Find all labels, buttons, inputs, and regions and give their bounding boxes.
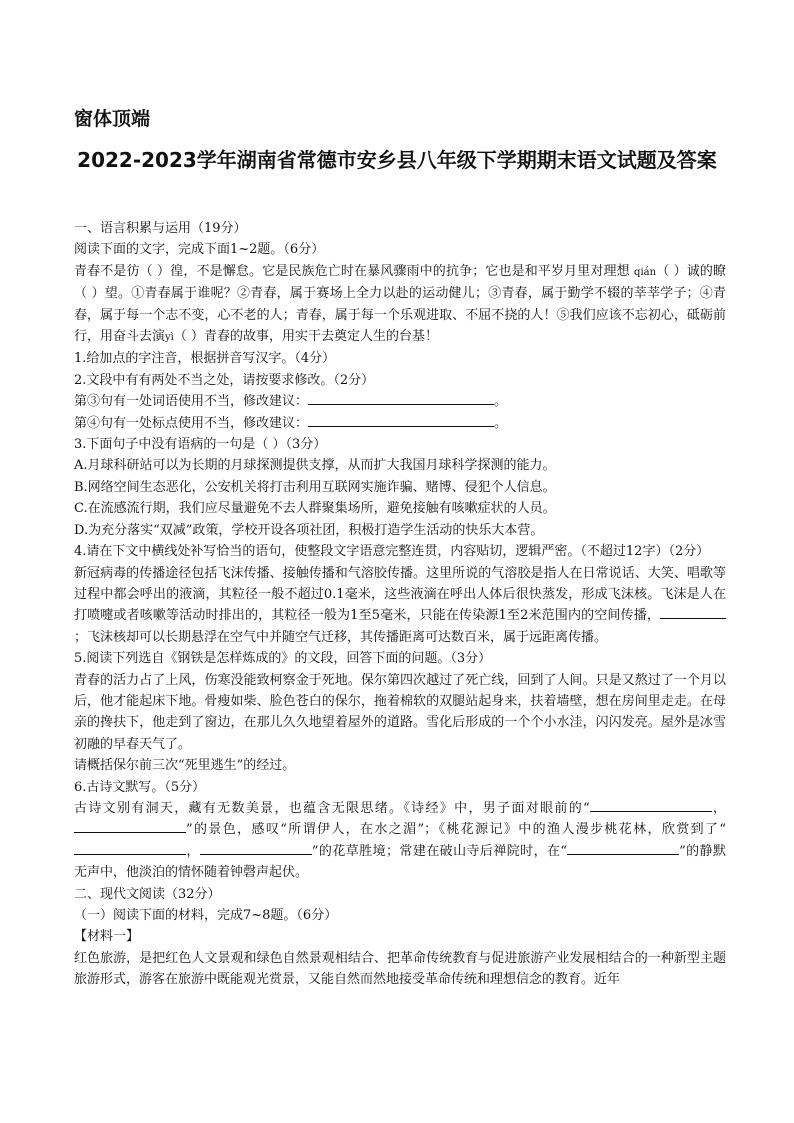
answer-blank[interactable] [308,413,494,427]
passage-text: ”的花草胜境；常建在破山寺后禅院时，在“ [311,843,568,859]
pinyin-note: yì [165,332,174,344]
question-5-ask: 请概括保尔前三次“死里逃生”的经过。 [74,758,296,774]
question-3: 3.下面句子中没有语病的一句是（ ）（3分） [74,437,327,453]
question-6: 6.古诗文默写。（5分） [74,779,206,795]
question-text: 第④句有一处标点使用不当，修改建议： [74,415,309,431]
answer-blank[interactable] [660,605,726,619]
option-b: B.网络空间生态恶化，公安机关将打击利用互联网实施诈骗、赌博、侵犯个人信息。 [74,479,556,495]
passage-text: 青春不是彷（ ）徨，不是懈怠。它是民族危亡时在暴风骤雨中的抗争；它也是和平岁月里对理想 [74,263,630,279]
document-body [74,218,726,991]
question-5-passage: 青春的活力占了上风，伤寒没能致柯察金于死地。保尔第四次越过了死亡线，回到了人间。只是又熬过了一个月以后，他才能起床下地。骨瘦如柴、脸色苍白的保尔，拖着棉软的双腿站起身来，扶着墙壁，想在房间里走走。在母亲的搀扶下，他走到了窗边，在那儿久久地望着屋外的道路。雪化后形成的一个个小水洼，闪闪发亮。屋外是冰雪初融的早春天气了。 [74,672,726,752]
passage-text: 新冠病毒的传播途径包括飞沫传播、接触传播和气溶胶传播。这里所说的气溶胶是指人在日常说话、大笑、唱歌等过程中都会呼出的液滴，其粒径一般不超过0.1毫米，这些液滴在呼出人体后很快蒸发，形成飞沫核。飞沫是人在打喷嚏或者咳嗽等活动时排出的，其粒径一般为1至5毫米，只能在传染源1至2米范围内的空间传播， [74,565,726,624]
passage-text: ”的景色，感叹“所谓伊人，在水之湄”；《桃花源记》中的渔人漫步桃花林，欣赏到了“ [186,822,726,838]
passage-text: 古诗文别有洞天，藏有无数美景，也蕴含无限思绪。《诗经》中，男子面对眼前的“ [74,800,590,816]
section-intro: 阅读下面的文字，完成下面1~2题。（6分） [74,242,325,258]
passage [74,261,726,349]
material-label: 【材料一】 [74,929,140,945]
header-note: 窗体顶端 [74,108,151,130]
section-heading: 一、语言积累与运用（19分） [74,221,247,236]
answer-blank[interactable] [590,798,712,812]
question-2-a: 第③句有一处词语使用不当，修改建议： 。 [74,391,726,412]
passage-text: （ ）青春的故事，用实干去奠定人生的台基！ [173,329,439,345]
question-6-passage: 古诗文别有洞天，藏有无数美景，也蕴含无限思绪。《诗经》中，男子面对眼前的“ ，”的景色，感叹“所谓伊人，在水之湄”；《桃花源记》中的渔人漫步桃花林，欣赏到了“， ”的花草胜境；常建在破山寺后禅院时，在“ ”的静默无声中，他淡泊的情怀随着钟磬声起伏。 [74,798,726,884]
question-text: 第③句有一处词语使用不当，修改建议： [74,394,309,410]
answer-blank[interactable] [74,819,186,833]
question-2-b: 第④句有一处标点使用不当，修改建议： 。 [74,413,726,434]
page-title: 2022-2023学年湖南省常德市安乡县八年级下学期期末语文试题及答案 [77,148,717,172]
question-4: 4.请在下文中横线处补写恰当的语句，使整段文字语意完整连贯，内容贴切，逻辑严密。（不超过12字）（2分） [74,544,710,560]
question-4-passage [74,563,726,649]
option-a: A.月球科研站可以为长期的月球探测提供支撑，从而扩大我国月球科学探测的能力。 [74,458,556,474]
answer-blank[interactable] [308,391,494,405]
section-heading: 二、现代文阅读（32分） [74,886,221,902]
answer-blank[interactable] [200,841,312,855]
passage-text: ；飞沫核却可以长期悬浮在空气中并随空气迁移，其传播距离可达数百米，属于远距离传播。 [74,629,608,645]
answer-blank[interactable] [74,841,186,855]
pinyin-note: qián [634,266,657,278]
question-5: 5.阅读下列选自《钢铁是怎样炼成的》的文段，回答下面的问题。（3分） [74,651,492,667]
option-c: C.在流感流行期，我们应尽量避免不去人群聚集场所，避免接触有咳嗽症状的人员。 [74,501,556,517]
question-2: 2.文段中有有两处不当之处，请按要求修改。（2分） [74,372,375,388]
material-text: 红色旅游，是把红色人文景观和绿色自然景观相结合、把革命传统教育与促进旅游产业发展相结合的一种新型主题旅游形式，游客在旅游中既能观光赏景，又能自然而然地接受革命传统和理想信念的教育。近年 [74,950,726,988]
question-1: 1.给加点的字注音，根据拼音写汉字。（4分） [74,351,336,367]
passage-text: ”的静默无声中，他淡泊的情怀随着钟磬声起伏。 [74,843,726,881]
passage-text: （ ）诚的瞭（ ）望。①青春属于谁呢？②青春，属于赛场上全力以赴的运动健儿；③青春，属于勤学不辍的莘莘学子；④青春，属于每一个志不变，心不老的人；青春，属于每一个乐观进取、不屈不挠的人！⑤我们应该不忘初心，砥砺前行，用奋斗去演 [74,263,726,345]
option-d: D.为充分落实“双减”政策，学校开设各项社团，积极打造学生活动的快乐大本营。 [74,522,544,538]
section-intro: （一）阅读下面的材料，完成7~8题。（6分） [74,908,338,923]
answer-blank[interactable] [567,841,679,855]
